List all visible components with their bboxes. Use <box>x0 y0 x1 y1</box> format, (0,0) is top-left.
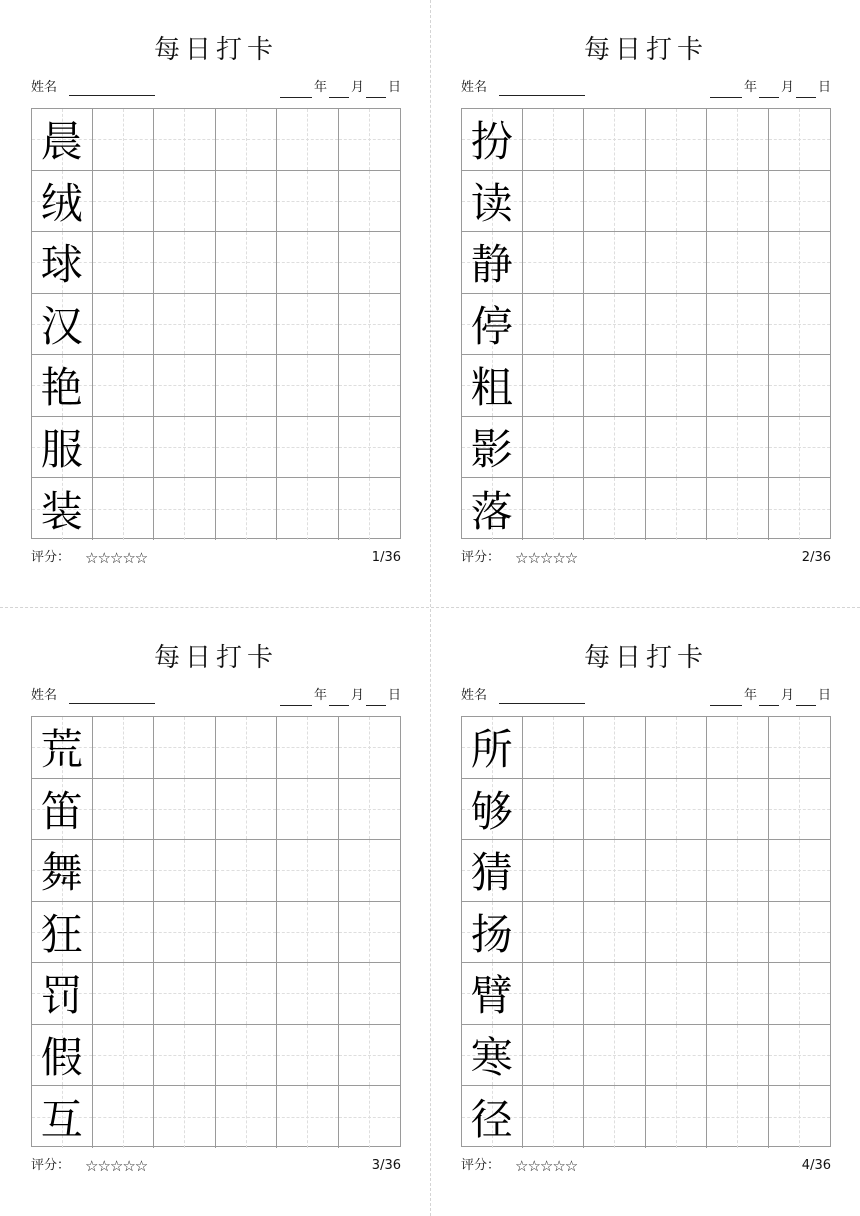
practice-cell[interactable] <box>277 232 339 294</box>
practice-cell[interactable] <box>584 417 646 479</box>
model-character-cell <box>462 1086 523 1148</box>
grid-row <box>32 171 400 233</box>
grid-row <box>462 478 830 540</box>
grid-row <box>32 1025 400 1087</box>
worksheet-card <box>31 608 401 1175</box>
practice-cell[interactable] <box>646 902 708 964</box>
day-label: 日 <box>387 688 401 703</box>
grid-row <box>462 1025 830 1087</box>
practice-cell[interactable] <box>523 717 585 779</box>
name-date-line <box>31 78 401 98</box>
model-character-cell <box>32 779 93 841</box>
practice-cell[interactable] <box>216 1086 278 1148</box>
name-date-line <box>461 78 831 98</box>
card-footer <box>31 548 401 568</box>
practice-cell[interactable] <box>154 779 216 841</box>
practice-cell[interactable] <box>93 232 155 294</box>
practice-grid <box>461 716 831 1147</box>
day-blank[interactable] <box>366 689 386 706</box>
practice-cell[interactable] <box>707 1086 769 1148</box>
model-character-cell <box>32 902 93 964</box>
model-character-cell <box>462 963 523 1025</box>
practice-cell[interactable] <box>154 232 216 294</box>
model-character: 晨 <box>40 117 83 167</box>
model-character-cell <box>32 109 93 171</box>
grid-row <box>32 840 400 902</box>
practice-cell[interactable] <box>154 109 216 171</box>
practice-cell[interactable] <box>523 232 585 294</box>
practice-cell[interactable] <box>584 840 646 902</box>
practice-cell[interactable] <box>216 779 278 841</box>
page-number: 4/36 <box>801 1158 831 1173</box>
practice-cell[interactable] <box>154 478 216 540</box>
practice-cell[interactable] <box>523 840 585 902</box>
practice-cell[interactable] <box>769 109 831 171</box>
practice-cell[interactable] <box>154 963 216 1025</box>
practice-cell[interactable] <box>707 417 769 479</box>
practice-cell[interactable] <box>216 840 278 902</box>
card-title: 每日打卡 <box>583 643 708 673</box>
name-blank[interactable] <box>69 703 155 704</box>
practice-cell[interactable] <box>646 171 708 233</box>
month-blank[interactable] <box>329 81 349 98</box>
practice-cell[interactable] <box>277 902 339 964</box>
month-label: 月 <box>350 688 364 703</box>
practice-cell[interactable] <box>277 171 339 233</box>
grid-row <box>462 232 830 294</box>
grid-row <box>462 355 830 417</box>
model-character: 静 <box>470 240 513 290</box>
model-character: 所 <box>470 725 513 775</box>
practice-cell[interactable] <box>93 478 155 540</box>
day-label: 日 <box>817 688 831 703</box>
practice-cell[interactable] <box>154 355 216 417</box>
practice-cell[interactable] <box>769 840 831 902</box>
practice-cell[interactable] <box>646 1025 708 1087</box>
practice-cell[interactable] <box>646 478 708 540</box>
grid-row <box>462 840 830 902</box>
practice-cell[interactable] <box>277 109 339 171</box>
grid-row <box>32 717 400 779</box>
year-label: 年 <box>743 688 757 703</box>
practice-cell[interactable] <box>216 294 278 356</box>
practice-cell[interactable] <box>216 109 278 171</box>
month-blank[interactable] <box>329 689 349 706</box>
model-character-cell <box>32 1025 93 1087</box>
model-character: 笛 <box>40 786 83 836</box>
practice-cell[interactable] <box>277 717 339 779</box>
model-character-cell <box>32 232 93 294</box>
year-label: 年 <box>313 688 327 703</box>
model-character: 艳 <box>40 363 83 413</box>
grid-row <box>462 779 830 841</box>
grid-row <box>32 232 400 294</box>
model-character-cell <box>462 355 523 417</box>
practice-cell[interactable] <box>707 232 769 294</box>
grid-row <box>462 109 830 171</box>
practice-cell[interactable] <box>277 478 339 540</box>
day-label: 日 <box>817 80 831 95</box>
practice-cell[interactable] <box>277 1086 339 1148</box>
model-character-cell <box>462 232 523 294</box>
name-label: 姓名 <box>31 688 58 703</box>
grid-row <box>32 963 400 1025</box>
card-footer <box>461 1156 831 1176</box>
practice-grid <box>461 108 831 539</box>
name-blank[interactable] <box>499 703 585 704</box>
practice-cell[interactable] <box>646 717 708 779</box>
worksheet-card <box>461 0 831 567</box>
day-blank[interactable] <box>796 81 816 98</box>
model-character: 球 <box>40 240 83 290</box>
practice-cell[interactable] <box>339 294 401 356</box>
practice-cell[interactable] <box>584 717 646 779</box>
date-fields <box>708 78 831 98</box>
practice-grid <box>31 108 401 539</box>
grid-row <box>32 355 400 417</box>
practice-cell[interactable] <box>277 417 339 479</box>
practice-cell[interactable] <box>769 171 831 233</box>
month-blank[interactable] <box>759 81 779 98</box>
practice-cell[interactable] <box>154 171 216 233</box>
page-number: 1/36 <box>371 550 401 565</box>
name-date-line <box>31 686 401 706</box>
day-blank[interactable] <box>366 81 386 98</box>
grid-row <box>462 294 830 356</box>
model-character-cell <box>462 902 523 964</box>
model-character: 罚 <box>40 971 83 1021</box>
practice-cell[interactable] <box>769 478 831 540</box>
name-label: 姓名 <box>461 80 488 95</box>
grid-row <box>462 171 830 233</box>
model-character: 寒 <box>470 1032 513 1082</box>
practice-cell[interactable] <box>523 355 585 417</box>
grid-row <box>32 1086 400 1148</box>
practice-cell[interactable] <box>339 779 401 841</box>
practice-cell[interactable] <box>584 232 646 294</box>
grid-row <box>32 478 400 540</box>
practice-cell[interactable] <box>339 1025 401 1087</box>
model-character: 粗 <box>470 363 513 413</box>
year-label: 年 <box>313 80 327 95</box>
practice-cell[interactable] <box>216 232 278 294</box>
model-character: 汉 <box>40 301 83 351</box>
practice-cell[interactable] <box>339 902 401 964</box>
year-blank[interactable] <box>710 689 742 706</box>
practice-cell[interactable] <box>154 840 216 902</box>
model-character-cell <box>462 294 523 356</box>
month-label: 月 <box>780 80 794 95</box>
card-footer <box>461 548 831 568</box>
year-blank[interactable] <box>280 81 312 98</box>
practice-cell[interactable] <box>523 902 585 964</box>
model-character: 径 <box>470 1094 513 1144</box>
practice-cell[interactable] <box>93 294 155 356</box>
year-blank[interactable] <box>280 689 312 706</box>
practice-cell[interactable] <box>339 417 401 479</box>
practice-cell[interactable] <box>584 294 646 356</box>
star-rating[interactable]: ☆☆☆☆☆ <box>515 549 578 567</box>
practice-cell[interactable] <box>154 294 216 356</box>
year-label: 年 <box>743 80 757 95</box>
practice-cell[interactable] <box>769 1086 831 1148</box>
grid-row <box>462 963 830 1025</box>
page-number: 2/36 <box>801 550 831 565</box>
practice-cell[interactable] <box>93 779 155 841</box>
practice-cell[interactable] <box>769 902 831 964</box>
practice-cell[interactable] <box>707 171 769 233</box>
name-blank[interactable] <box>499 95 585 96</box>
card-title: 每日打卡 <box>153 35 278 65</box>
practice-cell[interactable] <box>646 779 708 841</box>
model-character-cell <box>32 355 93 417</box>
card-footer <box>31 1156 401 1176</box>
practice-cell[interactable] <box>339 717 401 779</box>
practice-cell[interactable] <box>523 478 585 540</box>
model-character: 装 <box>40 486 83 536</box>
practice-cell[interactable] <box>646 840 708 902</box>
practice-cell[interactable] <box>154 417 216 479</box>
practice-cell[interactable] <box>646 1086 708 1148</box>
practice-cell[interactable] <box>769 294 831 356</box>
practice-cell[interactable] <box>707 1025 769 1087</box>
grid-row <box>462 902 830 964</box>
month-label: 月 <box>350 80 364 95</box>
model-character: 假 <box>40 1032 83 1082</box>
worksheet-card <box>31 0 401 567</box>
practice-cell[interactable] <box>93 840 155 902</box>
practice-cell[interactable] <box>339 355 401 417</box>
practice-cell[interactable] <box>769 963 831 1025</box>
practice-cell[interactable] <box>339 478 401 540</box>
practice-cell[interactable] <box>646 232 708 294</box>
practice-cell[interactable] <box>707 840 769 902</box>
model-character: 臂 <box>470 971 513 1021</box>
practice-cell[interactable] <box>93 1086 155 1148</box>
model-character-cell <box>462 417 523 479</box>
practice-cell[interactable] <box>584 779 646 841</box>
practice-cell[interactable] <box>523 1086 585 1148</box>
practice-cell[interactable] <box>154 1086 216 1148</box>
practice-cell[interactable] <box>646 963 708 1025</box>
grid-row <box>32 779 400 841</box>
practice-cell[interactable] <box>277 840 339 902</box>
practice-cell[interactable] <box>769 232 831 294</box>
practice-cell[interactable] <box>93 109 155 171</box>
practice-cell[interactable] <box>523 294 585 356</box>
practice-cell[interactable] <box>216 355 278 417</box>
practice-cell[interactable] <box>646 294 708 356</box>
practice-cell[interactable] <box>584 963 646 1025</box>
model-character-cell <box>462 109 523 171</box>
score-label: 评分： <box>31 550 71 565</box>
practice-cell[interactable] <box>93 1025 155 1087</box>
grid-row <box>32 417 400 479</box>
practice-cell[interactable] <box>154 717 216 779</box>
practice-cell[interactable] <box>707 109 769 171</box>
practice-cell[interactable] <box>93 902 155 964</box>
practice-cell[interactable] <box>339 840 401 902</box>
model-character: 狂 <box>40 909 83 959</box>
model-character-cell <box>32 417 93 479</box>
practice-cell[interactable] <box>769 355 831 417</box>
vertical-cut-line <box>430 0 431 1216</box>
model-character-cell <box>462 840 523 902</box>
grid-row <box>462 417 830 479</box>
practice-cell[interactable] <box>769 779 831 841</box>
month-label: 月 <box>780 688 794 703</box>
practice-cell[interactable] <box>154 1025 216 1087</box>
practice-cell[interactable] <box>707 355 769 417</box>
practice-cell[interactable] <box>93 355 155 417</box>
practice-cell[interactable] <box>646 417 708 479</box>
year-blank[interactable] <box>710 81 742 98</box>
model-character-cell <box>462 717 523 779</box>
star-rating[interactable]: ☆☆☆☆☆ <box>515 1157 578 1175</box>
model-character: 扬 <box>470 909 513 959</box>
practice-cell[interactable] <box>584 355 646 417</box>
worksheet-card <box>461 608 831 1175</box>
grid-row <box>32 109 400 171</box>
date-fields <box>278 78 401 98</box>
practice-cell[interactable] <box>707 717 769 779</box>
grid-row <box>462 717 830 779</box>
model-character: 荒 <box>40 725 83 775</box>
model-character-cell <box>462 779 523 841</box>
practice-cell[interactable] <box>584 478 646 540</box>
practice-cell[interactable] <box>277 963 339 1025</box>
practice-cell[interactable] <box>216 417 278 479</box>
model-character-cell <box>32 963 93 1025</box>
practice-cell[interactable] <box>584 1025 646 1087</box>
practice-cell[interactable] <box>339 232 401 294</box>
name-date-line <box>461 686 831 706</box>
practice-cell[interactable] <box>277 1025 339 1087</box>
month-blank[interactable] <box>759 689 779 706</box>
practice-cell[interactable] <box>769 417 831 479</box>
practice-cell[interactable] <box>277 779 339 841</box>
model-character-cell <box>462 171 523 233</box>
practice-cell[interactable] <box>769 717 831 779</box>
practice-grid <box>31 716 401 1147</box>
model-character-cell <box>32 717 93 779</box>
practice-cell[interactable] <box>707 478 769 540</box>
practice-cell[interactable] <box>523 417 585 479</box>
practice-cell[interactable] <box>523 109 585 171</box>
model-character: 舞 <box>40 848 83 898</box>
model-character-cell <box>32 840 93 902</box>
practice-cell[interactable] <box>277 294 339 356</box>
model-character-cell <box>32 294 93 356</box>
name-label: 姓名 <box>461 688 488 703</box>
day-label: 日 <box>387 80 401 95</box>
practice-cell[interactable] <box>769 1025 831 1087</box>
practice-cell[interactable] <box>216 963 278 1025</box>
day-blank[interactable] <box>796 689 816 706</box>
practice-cell[interactable] <box>339 1086 401 1148</box>
practice-cell[interactable] <box>216 171 278 233</box>
score-label: 评分： <box>31 1158 71 1173</box>
grid-row <box>462 1086 830 1148</box>
practice-cell[interactable] <box>523 1025 585 1087</box>
practice-cell[interactable] <box>339 963 401 1025</box>
practice-cell[interactable] <box>523 171 585 233</box>
practice-cell[interactable] <box>93 417 155 479</box>
model-character-cell <box>462 478 523 540</box>
practice-cell[interactable] <box>93 171 155 233</box>
practice-cell[interactable] <box>339 171 401 233</box>
practice-cell[interactable] <box>216 902 278 964</box>
practice-cell[interactable] <box>584 902 646 964</box>
model-character: 读 <box>470 178 513 228</box>
star-rating[interactable]: ☆☆☆☆☆ <box>85 549 148 567</box>
model-character: 停 <box>470 301 513 351</box>
practice-cell[interactable] <box>584 109 646 171</box>
name-label: 姓名 <box>31 80 58 95</box>
model-character: 互 <box>40 1094 83 1144</box>
practice-cell[interactable] <box>216 717 278 779</box>
model-character-cell <box>32 1086 93 1148</box>
model-character-cell <box>32 478 93 540</box>
card-title: 每日打卡 <box>153 643 278 673</box>
model-character: 够 <box>470 786 513 836</box>
practice-cell[interactable] <box>646 109 708 171</box>
practice-cell[interactable] <box>523 963 585 1025</box>
model-character: 影 <box>470 424 513 474</box>
practice-cell[interactable] <box>216 478 278 540</box>
date-fields <box>278 686 401 706</box>
practice-cell[interactable] <box>646 355 708 417</box>
grid-row <box>32 902 400 964</box>
model-character: 落 <box>470 486 513 536</box>
model-character-cell <box>32 171 93 233</box>
model-character: 服 <box>40 424 83 474</box>
practice-cell[interactable] <box>707 963 769 1025</box>
star-rating[interactable]: ☆☆☆☆☆ <box>85 1157 148 1175</box>
model-character: 扮 <box>470 117 513 167</box>
practice-cell[interactable] <box>584 1086 646 1148</box>
model-character: 绒 <box>40 178 83 228</box>
page-number: 3/36 <box>371 1158 401 1173</box>
practice-cell[interactable] <box>216 1025 278 1087</box>
model-character-cell <box>462 1025 523 1087</box>
practice-cell[interactable] <box>707 779 769 841</box>
grid-row <box>32 294 400 356</box>
practice-cell[interactable] <box>277 355 339 417</box>
score-label: 评分： <box>461 1158 501 1173</box>
date-fields <box>708 686 831 706</box>
model-character: 猜 <box>470 848 513 898</box>
practice-cell[interactable] <box>339 109 401 171</box>
practice-cell[interactable] <box>93 963 155 1025</box>
practice-cell[interactable] <box>93 717 155 779</box>
score-label: 评分： <box>461 550 501 565</box>
practice-cell[interactable] <box>523 779 585 841</box>
card-title: 每日打卡 <box>583 35 708 65</box>
practice-cell[interactable] <box>707 294 769 356</box>
name-blank[interactable] <box>69 95 155 96</box>
practice-cell[interactable] <box>584 171 646 233</box>
practice-cell[interactable] <box>154 902 216 964</box>
practice-cell[interactable] <box>707 902 769 964</box>
